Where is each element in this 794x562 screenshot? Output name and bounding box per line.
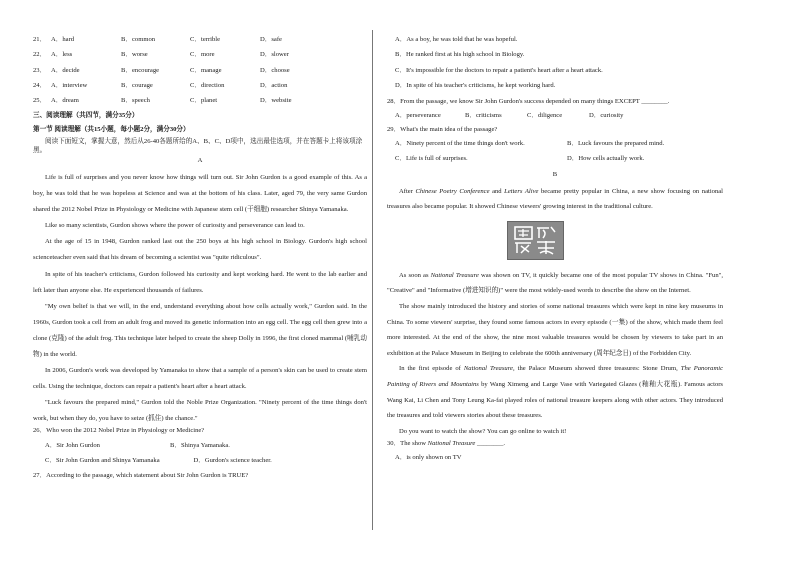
option-c[interactable]: C．terrible [190, 36, 221, 43]
passage-b-paragraph-1: After Chinese Poetry Conference and Letters Alive became pretty popular in China, a new show focusing on national treasures also became popular. It showed Chinese viewers' growing interest in the traditional culture. [387, 187, 724, 211]
question-number: 24． [33, 81, 47, 89]
passage-b-title: B [552, 170, 558, 178]
option-a[interactable]: A．hard [51, 36, 75, 43]
q28-option-c[interactable]: C．diligence [527, 111, 563, 119]
right-column [387, 36, 723, 470]
cloze-options [33, 36, 367, 112]
cloze-row [33, 67, 367, 82]
passage-b-paragraph-2: As soon as National Treasure was shown on TV, it quickly became one of the most popular TV shows in China. "Fun", "Creative" and "Informative (增进知识的)" were the most widely-used words to describe the show on the Internet. [387, 271, 723, 295]
left-column [33, 36, 367, 486]
question-29: 29．What's the main idea of the passage? [387, 125, 498, 133]
column-divider [372, 30, 373, 530]
q26-option-d[interactable]: D．Gurdon's science teacher. [193, 456, 272, 464]
question-26: 26．Who won the 2012 Nobel Prize in Physiology or Medicine? [33, 427, 205, 435]
cloze-row [33, 97, 367, 112]
q29-option-d[interactable]: D．How cells actually work. [567, 155, 645, 163]
q29-options-row1 [387, 140, 723, 156]
option-d[interactable]: D．action [260, 81, 288, 89]
option-c[interactable]: C．direction [190, 81, 225, 89]
cloze-row [33, 36, 367, 51]
q27-option-b[interactable]: B．He ranked first at his high school in Biology. [395, 51, 525, 59]
passage-a-paragraph: "Luck favours the prepared mind," Gurdon told the Noble Prize Organization. "Ninety percent of the time things don't work, but when they do, you have to seize (抓住) the chance." [33, 399, 367, 423]
option-a[interactable]: A．interview [51, 81, 88, 89]
q28-option-b[interactable]: B．criticisms [465, 111, 502, 119]
option-d[interactable]: D．safe [260, 36, 282, 43]
q29-option-c[interactable]: C．Life is full of surprises. [395, 155, 468, 163]
option-b[interactable]: B．worse [121, 51, 148, 59]
q29-option-b[interactable]: B．Luck favours the prepared mind. [567, 139, 665, 147]
q27-option-a[interactable]: A．As a boy, he was told that he was hopeful. [395, 36, 518, 43]
q27-option-d[interactable]: D．In spite of his teacher's criticisms, he kept working hard. [395, 82, 556, 90]
option-c[interactable]: C．manage [190, 66, 222, 74]
q26-options-row1 [33, 442, 367, 457]
option-c[interactable]: C．more [190, 51, 215, 59]
q28-option-a[interactable]: A．perseverance [395, 111, 441, 119]
logo-calligraphy-icon [511, 224, 561, 256]
question-number: 22． [33, 51, 47, 59]
question-27: 27．According to the passage, which statement about Sir John Gurdon is TRUE? [33, 471, 249, 479]
question-28: 28．From the passage, we know Sir John Gurdon's success depended on many things EXCEPT ________. [387, 97, 670, 105]
passage-b-paragraph-4: In the first episode of National Treasure, the Palace Museum showed three treasures: Stone Drum, The Panoramic Painting of Rivers and Mountains by Wang Ximeng and Large Vase with Variegated Glazes (釉釉大花瓶). Famous actors Wang Kai, Li Chen and Tony Leung Ka-fai played roles of national treasure keepers along with other actors. They introduced the treasures and told viewers stories about these treasures. [387, 365, 723, 420]
option-d[interactable]: D．website [260, 97, 292, 105]
cloze-row [33, 82, 367, 97]
passage-b-paragraph-5: Do you want to watch the show? You can go online to watch it! [399, 427, 567, 435]
option-b[interactable]: B．courage [121, 81, 153, 89]
instruction: 阅读下面短文，掌握大意，然后从26-40各题所给的A、B、C、D项中，选出最佳选项，并在答题卡上将该项涂黑。 [33, 138, 363, 154]
q27-option-c[interactable]: C．It's impossible for the doctors to repair a patient's heart after a heart attack. [395, 66, 603, 74]
option-a[interactable]: A．less [51, 51, 73, 59]
q28-option-d[interactable]: D．curiosity [589, 111, 624, 119]
passage-a-title: A [197, 156, 203, 164]
national-treasure-logo [507, 221, 564, 260]
option-a[interactable]: A．decide [51, 66, 80, 74]
passage-a-body [33, 170, 367, 428]
q30-option-a[interactable]: A．is only shown on TV [395, 454, 462, 462]
cloze-row [33, 51, 367, 66]
q26-option-c[interactable]: C．Sir John Gurdon and Shinya Yamanaka [45, 456, 160, 464]
passage-a-paragraph: Life is full of surprises and you never know how things will turn out. Sir John Gurdon is a good example of this. As a boy, he was told that he was hopeless at Science and was at the bottom of his class. Later, aged 79, the very same Gurdon shared the 2012 Nobel Prize in Physiology or Medicine with Japanese stem cell (干细胞) researcher Shinya Yamanaka. [33, 173, 367, 214]
passage-a-paragraph: Like so many scientists, Gurdon shows where the power of curiosity and perseverance can lead to. [45, 222, 305, 230]
passage-b-paragraph-3: The show mainly introduced the history and stories of some national treasures which were kept in nine key museums in China. To some viewers' surprise, they found some famous actors in every episode (一集) of the show, which made them feel more interested. At the end of the show, the nine most valuable treasures would be chosen by viewers to take part in an exhibition at the Palace Museum in Beijing to celebrate the 600th anniversary (周年纪念日) of the Forbidden City. [387, 302, 723, 357]
passage-a-paragraph: At the age of 15 in 1948, Gurdon ranked last out the 250 boys at his high school in Biology. Gurdon's high school scienceteacher even said that his dream of becoming a scientist was "quite ridiculous". [33, 238, 367, 262]
passage-a-paragraph: "My own belief is that we will, in the end, understand everything about how cells actually work," Gurdon said. In the 1960s, Gurdon took a cell from an adult frog and moved its genetic information into an egg cell. The egg cell then grew into a clone (克隆) of the adult frog. This technique later helped to create the sheep Dolly in 1996, the first cloned mammal (哺乳动物) in the world. [33, 302, 367, 358]
question-number: 25． [33, 97, 47, 105]
q26-option-a[interactable]: A．Sir John Gurdon [45, 441, 100, 449]
sub-heading: 第一节 阅读理解（共15小题，每小题2分，满分30分） [33, 126, 190, 134]
option-b[interactable]: B．common [121, 36, 156, 43]
q28-options [387, 112, 723, 126]
question-number: 23． [33, 66, 47, 74]
option-a[interactable]: A．dream [51, 97, 79, 105]
passage-a-paragraph: In 2006, Gurdon's work was developed by Yamanaka to show that a sample of a person's skin can be used to create stem cells. Using the technique, doctors can repair a patient's heart after a heart attack. [33, 367, 367, 391]
q29-options-row2 [387, 155, 723, 171]
q29-option-a[interactable]: A．Ninety percent of the time things don't work. [395, 139, 525, 147]
option-c[interactable]: C．planet [190, 97, 218, 105]
section-heading: 三、阅读理解（共四节，满分35分） [33, 112, 139, 120]
question-30: 30．The show National Treasure ________. [387, 440, 506, 448]
q26-option-b[interactable]: B．Shinya Yamanaka. [170, 441, 230, 449]
passage-a-paragraph: In spite of his teacher's criticisms, Gurdon followed his curiosity and kept working hard. He went to the lab earlier and left later than anyone else. He experienced thousands of failures. [33, 270, 367, 294]
option-d[interactable]: D．choose [260, 66, 290, 74]
question-number: 21． [33, 36, 47, 43]
option-b[interactable]: B．encourage [121, 66, 160, 74]
option-b[interactable]: B．speech [121, 97, 150, 105]
q26-options-row2 [33, 457, 367, 472]
option-d[interactable]: D．slower [260, 51, 289, 59]
